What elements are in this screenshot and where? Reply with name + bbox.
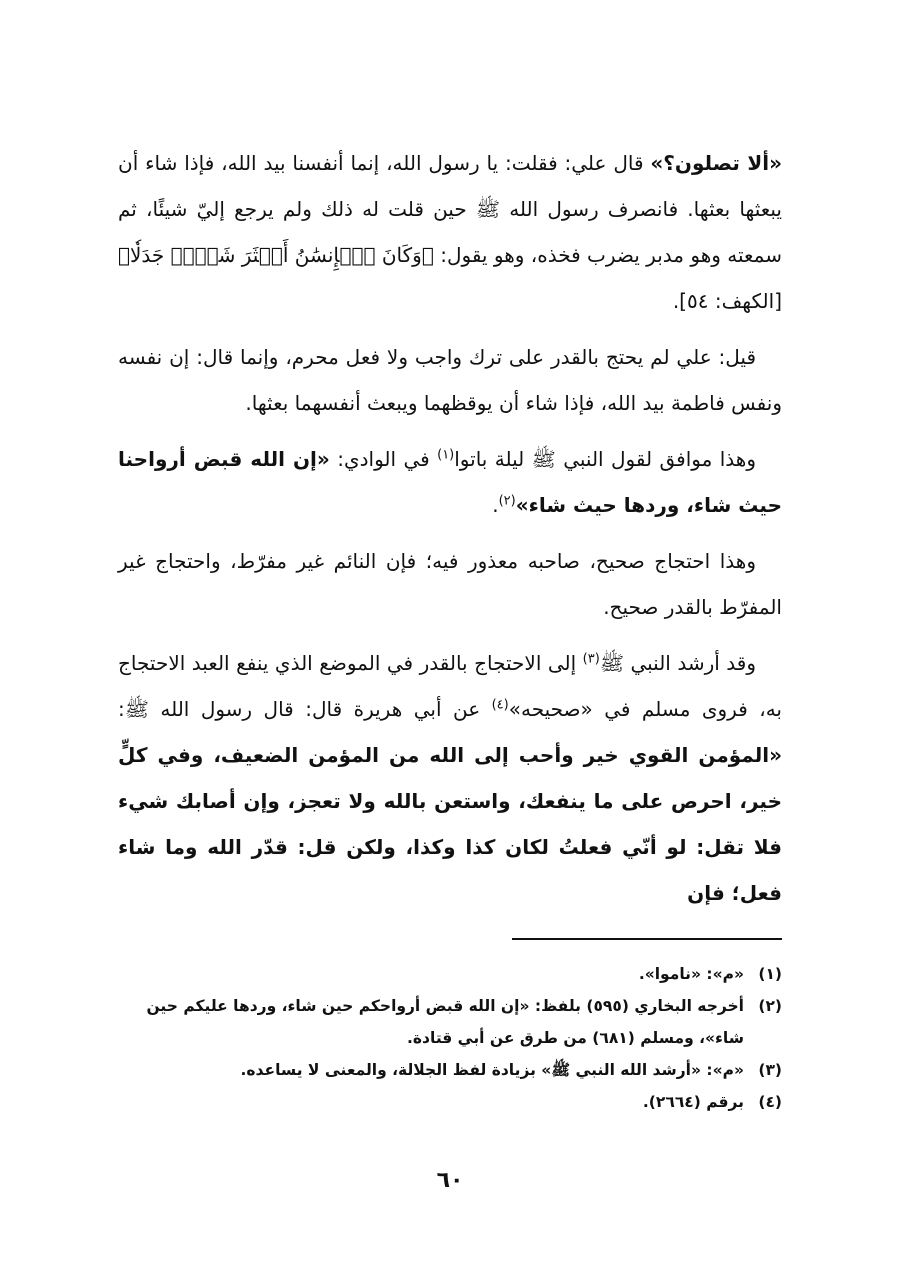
text-run: عن أبي هريرة قال: قال رسول الله ﷺ: bbox=[118, 697, 492, 721]
text-run: قال علي: فقلت: يا رسول الله، إنما أنفسنا بيد الله، فإذا شاء أن يبعثها بعثها. فانصرف رسول الله ﷺ حين قلت له ذلك ولم يرجع إليّ شيئًا، ثم سمعته وهو مدبر يضرب فخذه، وهو يقول: bbox=[118, 151, 782, 267]
footnote-ref-3[interactable]: (٣) bbox=[582, 651, 600, 667]
paragraph-4 bbox=[118, 538, 782, 630]
page-number: ٦٠ bbox=[436, 1168, 464, 1193]
footnote-text: «م»: «ناموا». bbox=[638, 965, 744, 983]
verse-reference: [الكهف: ٥٤]. bbox=[672, 289, 782, 313]
text-run: وقد أرشد النبي ﷺ bbox=[599, 651, 757, 675]
footnote-1 bbox=[118, 958, 782, 990]
footnote-ref-1[interactable]: (١) bbox=[437, 447, 455, 463]
text-run: قيل: علي لم يحتج بالقدر على ترك واجب ولا فعل محرم، وإنما قال: إن نفسه ونفس فاطمة بيد الله، فإذا شاء أن يوقظهما ويبعث أنفسهما بعثها. bbox=[118, 345, 782, 415]
footnote-number: (٤) bbox=[758, 1093, 782, 1111]
footnote-divider bbox=[512, 938, 782, 940]
footnote-number: (٢) bbox=[758, 997, 782, 1015]
footnote-ref-4[interactable]: (٤) bbox=[491, 697, 509, 713]
footnote-text: «م»: «أرشد الله النبي ﷺ» بزيادة لفظ الجلالة، والمعنى لا يساعده. bbox=[240, 1061, 744, 1079]
footnote-3 bbox=[118, 1054, 782, 1086]
text-run: . bbox=[492, 493, 499, 517]
footnote-number: (٣) bbox=[758, 1061, 782, 1079]
footnotes bbox=[118, 958, 782, 1118]
footnote-text: برقم (٢٦٦٤). bbox=[642, 1093, 744, 1111]
paragraph-5 bbox=[118, 640, 782, 916]
paragraph-2 bbox=[118, 334, 782, 426]
text-run: وهذا احتجاج صحيح، صاحبه معذور فيه؛ فإن النائم غير مفرّط، واحتجاج غير المفرّط بالقدر صحيح. bbox=[118, 549, 782, 619]
footnote-2 bbox=[118, 990, 782, 1054]
footnote-number: (١) bbox=[758, 965, 782, 983]
quran-verse: ﴿وَكَانَ ٱلۡإِنسَٰنُ أَكۡثَرَ شَيۡءٖ جَدَلٗا﴾ bbox=[118, 243, 434, 267]
text-run: إلى الاحتجاج بالقدر في الموضع الذي ينفع العبد الاحتجاج به، فروى مسلم في «صحيحه» bbox=[118, 651, 782, 721]
footnote-text: أخرجه البخاري (٥٩٥) بلفظ: «إن الله قبض أرواحكم حين شاء، وردها عليكم حين شاء»، ومسلم (٦٨١) من طرق عن أبي قتادة. bbox=[146, 997, 744, 1047]
hadith-quote: «المؤمن القوي خير وأحب إلى الله من المؤمن الضعيف، وفي كلٍّ خير، احرص على ما ينفعك، واستعن بالله ولا تعجز، وإن أصابك شيء فلا تقل: لو أنّي فعلتُ لكان كذا وكذا، ولكن قل: قدّر الله وما شاء فعل؛ فإن bbox=[118, 743, 782, 905]
footnote-4 bbox=[118, 1086, 782, 1118]
main-text bbox=[118, 140, 782, 926]
paragraph-3 bbox=[118, 436, 782, 528]
hadith-quote: «ألا تصلون؟» bbox=[650, 151, 782, 175]
text-run: في الوادي: bbox=[329, 447, 438, 471]
hadith-quote: «إن الله قبض أرواحنا حيث شاء، وردها حيث شاء» bbox=[118, 447, 782, 517]
paragraph-1 bbox=[118, 140, 782, 324]
footnote-ref-2[interactable]: (٢) bbox=[498, 493, 516, 509]
text-run: وهذا موافق لقول النبي ﷺ ليلة باتوا bbox=[454, 447, 756, 471]
